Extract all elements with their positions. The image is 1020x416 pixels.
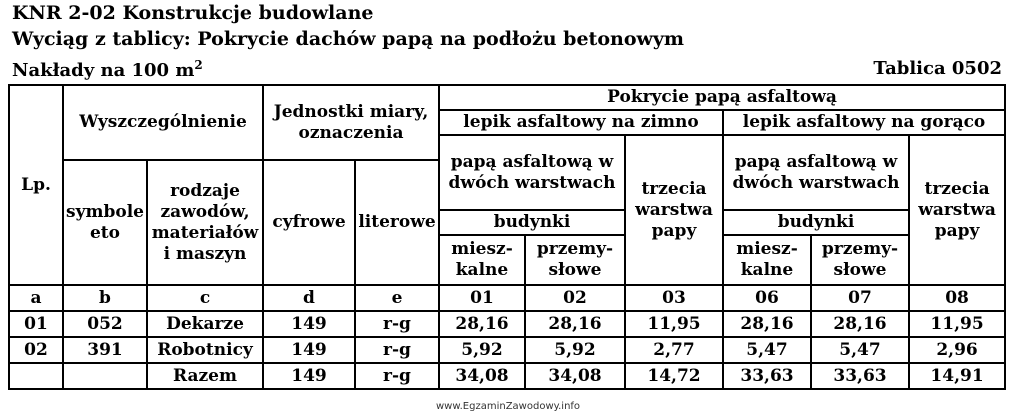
total-cyfrowe: 149 <box>263 363 355 389</box>
code-row <box>9 285 1005 311</box>
total-row <box>9 363 1005 389</box>
header-cyfrowe: cyfrowe <box>263 160 355 285</box>
header-papa-dwoch-zimno: papą asfaltową w dwóch warstwach <box>439 135 625 210</box>
total-label: Razem <box>147 363 263 389</box>
total-value: 34,08 <box>439 363 525 389</box>
row-lp: 02 <box>9 337 63 363</box>
header-symbole: symbole eto <box>63 160 147 285</box>
header-mieszkalne-zimno: miesz- kalne <box>439 235 525 285</box>
code-cell: c <box>147 285 263 311</box>
row-symbol: 052 <box>63 311 147 337</box>
code-cell: 02 <box>525 285 625 311</box>
total-lp <box>9 363 63 389</box>
source-watermark: www.EgzaminZawodowy.info <box>436 401 581 412</box>
header-lepik-goraco: lepik asfaltowy na gorąco <box>723 110 1005 135</box>
row-literowe: r-g <box>355 337 439 363</box>
header-budynki-zimno: budynki <box>439 210 625 235</box>
total-symbol <box>63 363 147 389</box>
row-value: 28,16 <box>525 311 625 337</box>
tablica-number: Tablica 0502 <box>873 58 1002 79</box>
header-lp: Lp. <box>9 85 63 285</box>
code-cell: 03 <box>625 285 723 311</box>
row-value: 5,47 <box>723 337 811 363</box>
header-literowe: literowe <box>355 160 439 285</box>
header-lepik-zimno: lepik asfaltowy na zimno <box>439 110 723 135</box>
header-rodzaje: rodzaje zawodów, materiałów i maszyn <box>147 160 263 285</box>
total-value: 14,72 <box>625 363 723 389</box>
header-papa-dwoch-goraco: papą asfaltową w dwóch warstwach <box>723 135 909 210</box>
row-value: 2,96 <box>909 337 1005 363</box>
header-pokrycie: Pokrycie papą asfaltową <box>439 85 1005 110</box>
header-przemyslowe-goraco: przemy- słowe <box>811 235 909 285</box>
row-cyfrowe: 149 <box>263 311 355 337</box>
code-cell: d <box>263 285 355 311</box>
document-title: KNR 2-02 Konstrukcje budowlane <box>12 2 374 24</box>
total-value: 33,63 <box>811 363 909 389</box>
row-value: 28,16 <box>723 311 811 337</box>
code-cell: b <box>63 285 147 311</box>
header-trzecia-zimno: trzecia warstwa papy <box>625 135 723 285</box>
code-cell: 06 <box>723 285 811 311</box>
naklady-label: Nakłady na 100 m <box>12 60 195 81</box>
total-value: 34,08 <box>525 363 625 389</box>
header-budynki-goraco: budynki <box>723 210 909 235</box>
row-value: 11,95 <box>909 311 1005 337</box>
naklady-sup: 2 <box>194 58 203 72</box>
row-symbol: 391 <box>63 337 147 363</box>
code-cell: 08 <box>909 285 1005 311</box>
header-przemyslowe-zimno: przemy- słowe <box>525 235 625 285</box>
document-subtitle: Wyciąg z tablicy: Pokrycie dachów papą na podłożu betonowym <box>12 28 684 50</box>
row-value: 5,92 <box>439 337 525 363</box>
header-wyszczegolnienie: Wyszczególnienie <box>63 85 263 160</box>
row-value: 5,47 <box>811 337 909 363</box>
code-cell: 07 <box>811 285 909 311</box>
total-value: 33,63 <box>723 363 811 389</box>
row-lp: 01 <box>9 311 63 337</box>
row-value: 28,16 <box>439 311 525 337</box>
header-trzecia-goraco: trzecia warstwa papy <box>909 135 1005 285</box>
naklady-line <box>12 58 1002 81</box>
code-cell: 01 <box>439 285 525 311</box>
table-row <box>9 337 1005 363</box>
row-name: Dekarze <box>147 311 263 337</box>
row-value: 11,95 <box>625 311 723 337</box>
code-cell: e <box>355 285 439 311</box>
row-value: 2,77 <box>625 337 723 363</box>
code-cell: a <box>9 285 63 311</box>
row-cyfrowe: 149 <box>263 337 355 363</box>
row-literowe: r-g <box>355 311 439 337</box>
header-mieszkalne-goraco: miesz- kalne <box>723 235 811 285</box>
knr-table <box>8 84 1006 390</box>
row-value: 5,92 <box>525 337 625 363</box>
row-value: 28,16 <box>811 311 909 337</box>
total-value: 14,91 <box>909 363 1005 389</box>
total-literowe: r-g <box>355 363 439 389</box>
table-row <box>9 311 1005 337</box>
row-name: Robotnicy <box>147 337 263 363</box>
header-jednostki: Jednostki miary, oznaczenia <box>263 85 439 160</box>
